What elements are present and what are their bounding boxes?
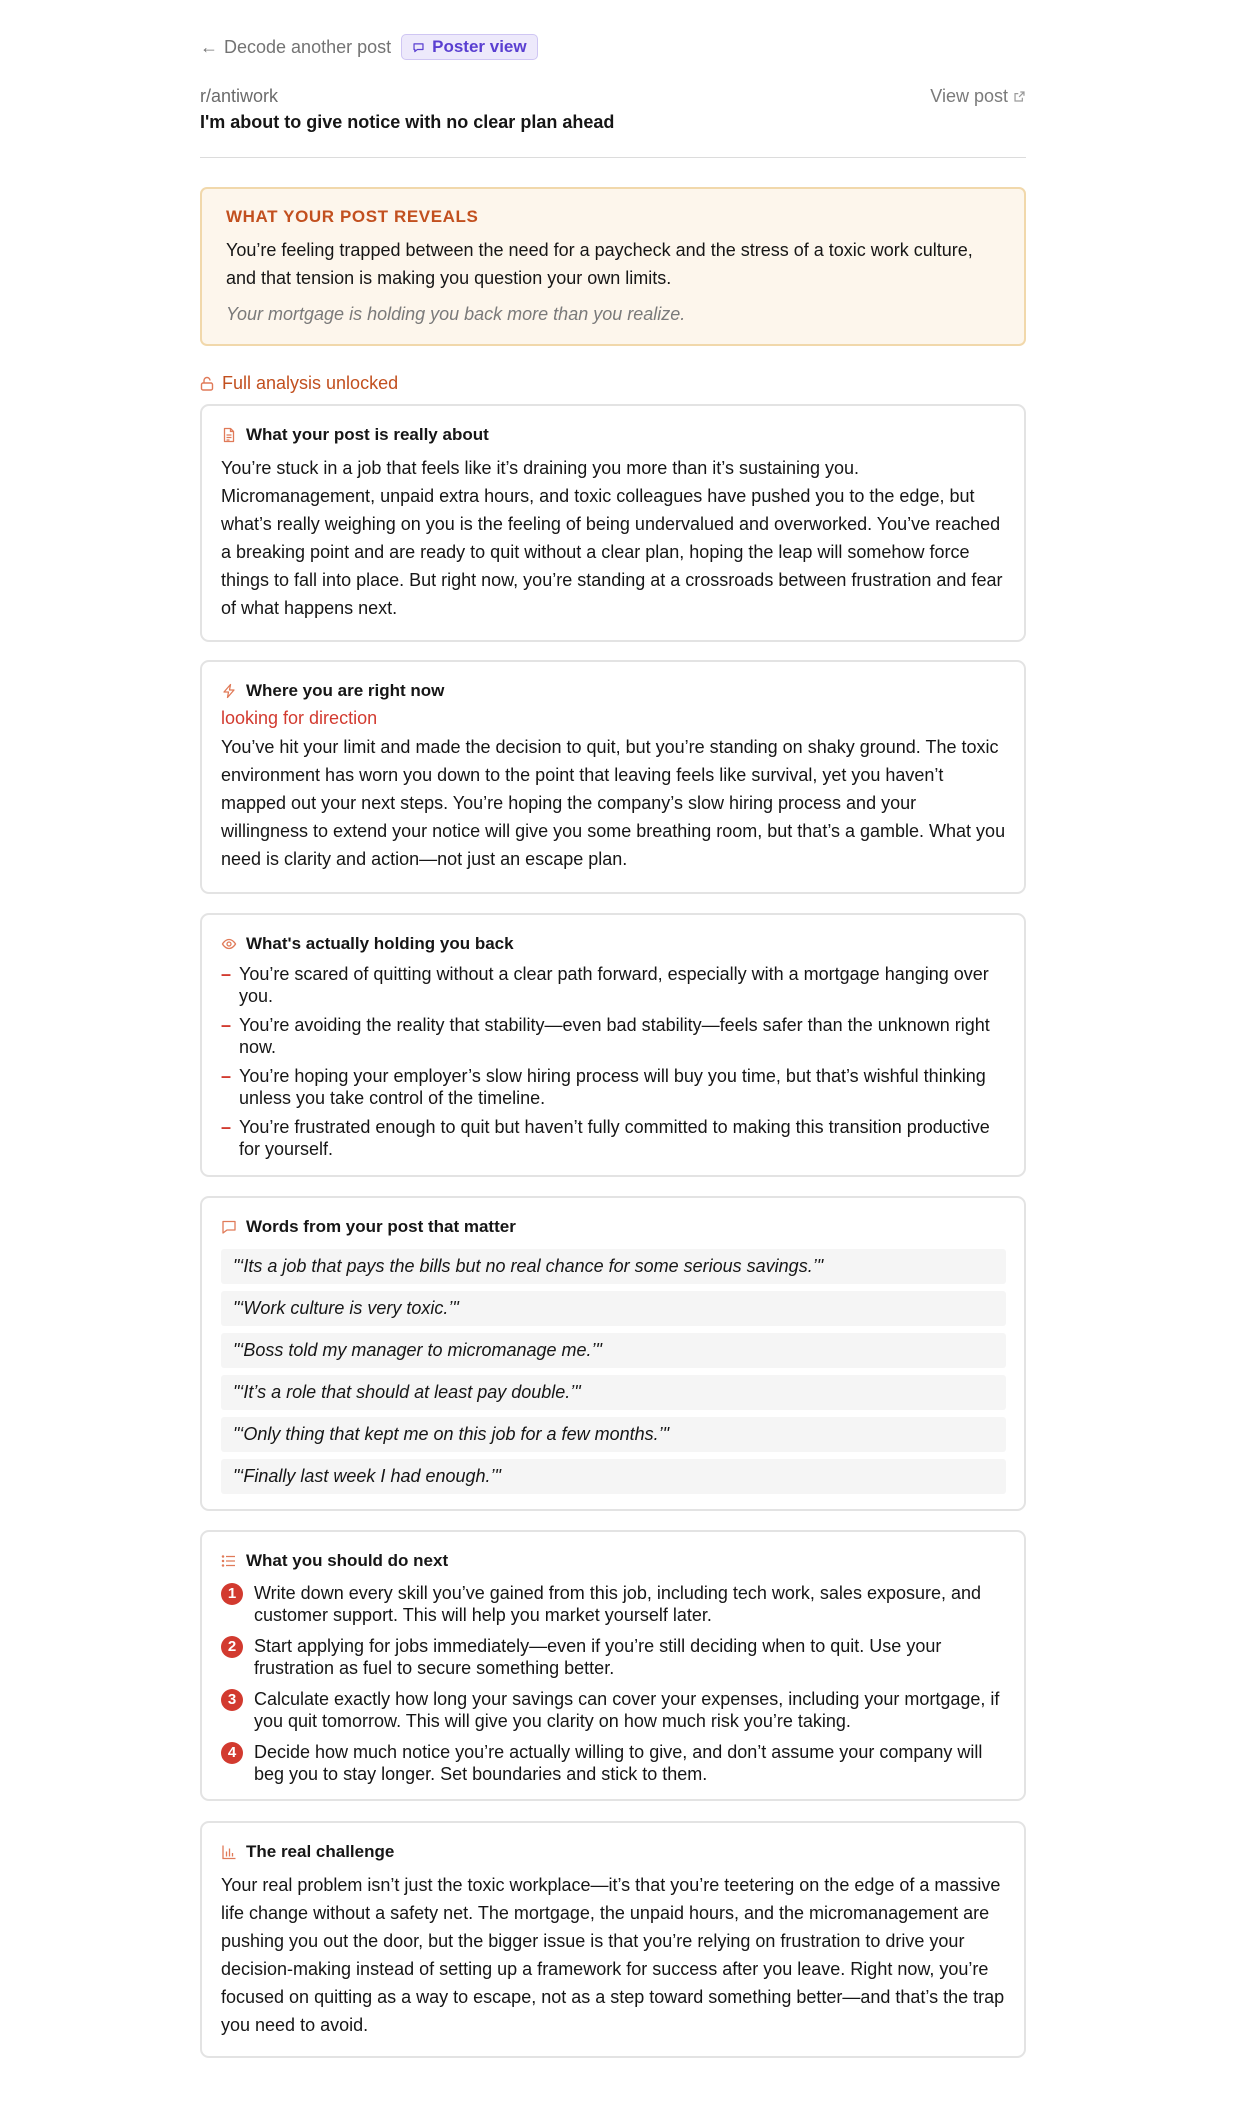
- section-header: [221, 933, 1006, 955]
- quote-item: "‘Only thing that kept me on this job for a few months.’": [221, 1417, 1006, 1452]
- quote-item: "‘Its a job that pays the bills but no real chance for some serious savings.’": [221, 1249, 1006, 1284]
- list-icon: [221, 1553, 237, 1569]
- section-title: Words from your post that matter: [246, 1217, 516, 1236]
- view-post-label: View post: [930, 86, 1008, 106]
- decode-another-post-link[interactable]: [200, 37, 391, 58]
- section-header: [221, 1216, 1006, 1238]
- list-item-text: You’re frustrated enough to quit but haven’t fully committed to making this transition productive for yourself.: [239, 1117, 990, 1159]
- poster-view-label: Poster view: [432, 37, 527, 56]
- section-header: [221, 680, 1006, 702]
- dash-bullet: –: [221, 1117, 232, 1137]
- section-title: What your post is really about: [246, 425, 489, 444]
- section-body: You’re stuck in a job that feels like it’s draining you more than it’s sustaining you. Micromanagement, unpaid extra hours, and toxic colleagues have pushed you to the edge, but what’s really weighing on you is the feeling of being undervalued and overworked. You’ve reached a breaking point and are ready to quit without a clear plan, hoping the leap will somehow force things to fall into place. But right now, you’re standing at a crossroads between frustration and fear of what happens next.: [221, 458, 1003, 618]
- subreddit-name: r/antiwork: [200, 86, 279, 106]
- quote-item: "‘Work culture is very toxic.’": [221, 1291, 1006, 1326]
- top-bar: [200, 34, 538, 60]
- dash-bullet: –: [221, 964, 232, 984]
- unlocked-indicator: [200, 373, 398, 394]
- step-number: 2: [221, 1636, 243, 1658]
- section-holding-back: [200, 913, 1026, 1177]
- bar-chart-icon: [221, 1844, 237, 1860]
- document-icon: [221, 427, 237, 443]
- section-header: [221, 1841, 1006, 1863]
- step-item: [221, 1635, 1006, 1679]
- header-divider: [200, 157, 1026, 158]
- quote-item: "‘Finally last week I had enough.’": [221, 1459, 1006, 1494]
- list-item-text: You’re hoping your employer’s slow hiring process will buy you time, but that’s wishful thinking unless you take control of the timeline.: [239, 1066, 986, 1108]
- section-body: You’ve hit your limit and made the decision to quit, but you’re standing on shaky ground. The toxic environment has worn you down to the point that leaving feels like survival, yet you haven’t mapped out your next steps. You’re hoping the company’s slow hiring process and your willingness to extend your notice will give you some breathing room, but that’s a gamble. What you need is clarity and action—not just an escape plan.: [221, 737, 1006, 869]
- step-item: [221, 1688, 1006, 1732]
- step-text: Calculate exactly how long your savings can cover your expenses, including your mortgage, if you quit tomorrow. This will give you clarity on how much risk you’re taking.: [254, 1689, 1000, 1731]
- quote-item: "‘It’s a role that should at least pay double.’": [221, 1375, 1006, 1410]
- section-header: [221, 424, 1006, 446]
- blocker-list: [221, 963, 1006, 1160]
- dash-bullet: –: [221, 1066, 232, 1086]
- list-item-text: You’re avoiding the reality that stability—even bad stability—feels safer than the unknown right now.: [239, 1015, 990, 1057]
- poster-view-button[interactable]: [401, 34, 538, 60]
- section-right-now: [200, 660, 1026, 894]
- section-real-challenge: [200, 1821, 1026, 2058]
- section-title: What's actually holding you back: [246, 934, 514, 953]
- section-body: Your real problem isn’t just the toxic workplace—it’s that you’re teetering on the edge of a massive life change without a safety net. The mortgage, the unpaid hours, and the micromanagement are pushing you out the door, but the bigger issue is that you’re relying on frustration to drive your decision-making instead of setting up a framework for success after you leave. Right now, you’re focused on quitting as a way to escape, not as a step toward something better—and that’s the trap you need to avoid.: [221, 1875, 1005, 2035]
- section-post-about: [200, 404, 1026, 642]
- step-text: Start applying for jobs immediately—even if you’re still deciding when to quit. Use your frustration as fuel to secure something better.: [254, 1636, 942, 1678]
- section-title: The real challenge: [246, 1842, 395, 1861]
- step-number: 3: [221, 1689, 243, 1711]
- list-item: [221, 1065, 1006, 1109]
- post-reveals-box: [200, 187, 1026, 346]
- list-item-text: You’re scared of quitting without a clear path forward, especially with a mortgage hanging over you.: [239, 964, 989, 1006]
- back-arrow-icon: ←: [200, 37, 218, 57]
- step-number: 4: [221, 1742, 243, 1764]
- view-post-link[interactable]: [930, 86, 1026, 107]
- section-next-steps: [200, 1530, 1026, 1801]
- external-link-icon: [1013, 90, 1026, 103]
- quote-list: [221, 1249, 1006, 1494]
- status-label: looking for direction: [221, 708, 378, 728]
- post-title: I'm about to give notice with no clear plan ahead: [200, 112, 615, 132]
- unlocked-label: Full analysis unlocked: [222, 373, 399, 393]
- chat-bubble-icon: [412, 41, 425, 54]
- reveal-note: Your mortgage is holding you back more than you realize.: [226, 304, 686, 324]
- eye-icon: [221, 936, 237, 952]
- section-header: [221, 1550, 1006, 1572]
- section-key-words: [200, 1196, 1026, 1511]
- section-title: What you should do next: [246, 1551, 449, 1570]
- list-item: [221, 1116, 1006, 1160]
- step-item: [221, 1582, 1006, 1626]
- quote-item: "‘Boss told my manager to micromanage me.’": [221, 1333, 1006, 1368]
- step-number: 1: [221, 1583, 243, 1605]
- list-item: [221, 963, 1006, 1007]
- lightning-icon: [221, 683, 237, 699]
- section-title: Where you are right now: [246, 681, 445, 700]
- reveal-body: You’re feeling trapped between the need for a paycheck and the stress of a toxic work culture, and that tension is making you question your own limits.: [226, 240, 973, 288]
- step-text: Decide how much notice you’re actually willing to give, and don’t assume your company will beg you to stay longer. Set boundaries and stick to them.: [254, 1742, 983, 1784]
- step-item: [221, 1741, 1006, 1785]
- speech-bubble-icon: [221, 1219, 237, 1235]
- reveal-heading: WHAT YOUR POST REVEALS: [226, 207, 479, 226]
- dash-bullet: –: [221, 1015, 232, 1035]
- list-item: [221, 1014, 1006, 1058]
- back-link-label: Decode another post: [224, 36, 392, 57]
- unlock-icon: [200, 376, 214, 391]
- step-text: Write down every skill you’ve gained from this job, including tech work, sales exposure, and customer support. This will help you market yourself later.: [254, 1583, 982, 1625]
- step-list: [221, 1582, 1006, 1785]
